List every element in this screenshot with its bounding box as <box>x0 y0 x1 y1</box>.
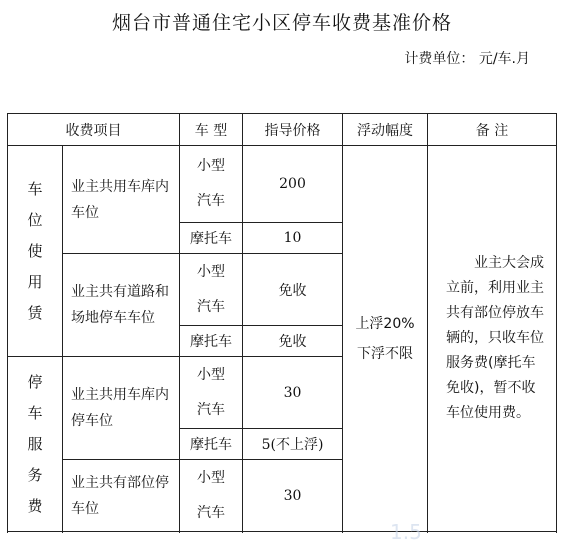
billing-unit: 计费单位： 元/车.月 <box>404 51 530 67</box>
car-type: 小型 汽车 <box>180 254 243 326</box>
header-row <box>8 114 557 146</box>
category-rent-char: 用 <box>27 272 43 291</box>
category-service-char: 停 <box>27 372 43 391</box>
category-service-char: 务 <box>27 465 43 484</box>
category-rent-char: 使 <box>27 241 43 260</box>
car-type: 小型 汽车 <box>180 357 243 429</box>
price-car: 30 <box>243 460 343 532</box>
price-moto: 5(不上浮) <box>243 429 343 460</box>
price-car: 免收 <box>243 254 343 326</box>
header-price: 指导价格 <box>243 114 343 146</box>
watermark: 1.5 <box>390 520 422 544</box>
category-rent-char: 车 <box>27 179 43 198</box>
car-type: 小型 汽车 <box>180 146 243 223</box>
category-service-char: 车 <box>27 403 43 422</box>
moto-type: 摩托车 <box>180 429 243 460</box>
category-service-char: 费 <box>27 496 43 515</box>
item-garage-space: 业主共用车库内车位 <box>63 146 180 254</box>
moto-type: 摩托车 <box>180 326 243 357</box>
category-rent-char: 位 <box>27 210 43 229</box>
page-title: 烟台市普通住宅小区停车收费基准价格 <box>111 12 452 34</box>
header-item: 收费项目 <box>8 114 180 146</box>
remark-note: 业主大会成立前，利用业主共有部位停放车辆的，只收车位服务费(摩托车免收)，暂不收车位使用费。 <box>428 146 557 532</box>
category-service <box>8 357 63 532</box>
price-moto: 10 <box>243 223 343 254</box>
category-rent <box>8 146 63 357</box>
price-car: 200 <box>243 146 343 223</box>
table-row <box>8 146 557 223</box>
price-moto: 免收 <box>243 326 343 357</box>
header-type: 车 型 <box>180 114 243 146</box>
category-service-char: 服 <box>27 434 43 453</box>
item-road-space: 业主共有道路和场地停车车位 <box>63 254 180 357</box>
item-common-parking: 业主共有部位停车位 <box>63 460 180 532</box>
price-car: 30 <box>243 357 343 429</box>
header-float: 浮动幅度 <box>343 114 428 146</box>
float-range: 上浮20% 下浮不限 <box>343 146 428 532</box>
item-garage-parking: 业主共用车库内停车位 <box>63 357 180 460</box>
moto-type: 摩托车 <box>180 223 243 254</box>
fee-table <box>7 113 557 532</box>
header-note: 备 注 <box>428 114 557 146</box>
car-type: 小型 汽车 <box>180 460 243 532</box>
category-rent-char: 赁 <box>27 303 43 322</box>
